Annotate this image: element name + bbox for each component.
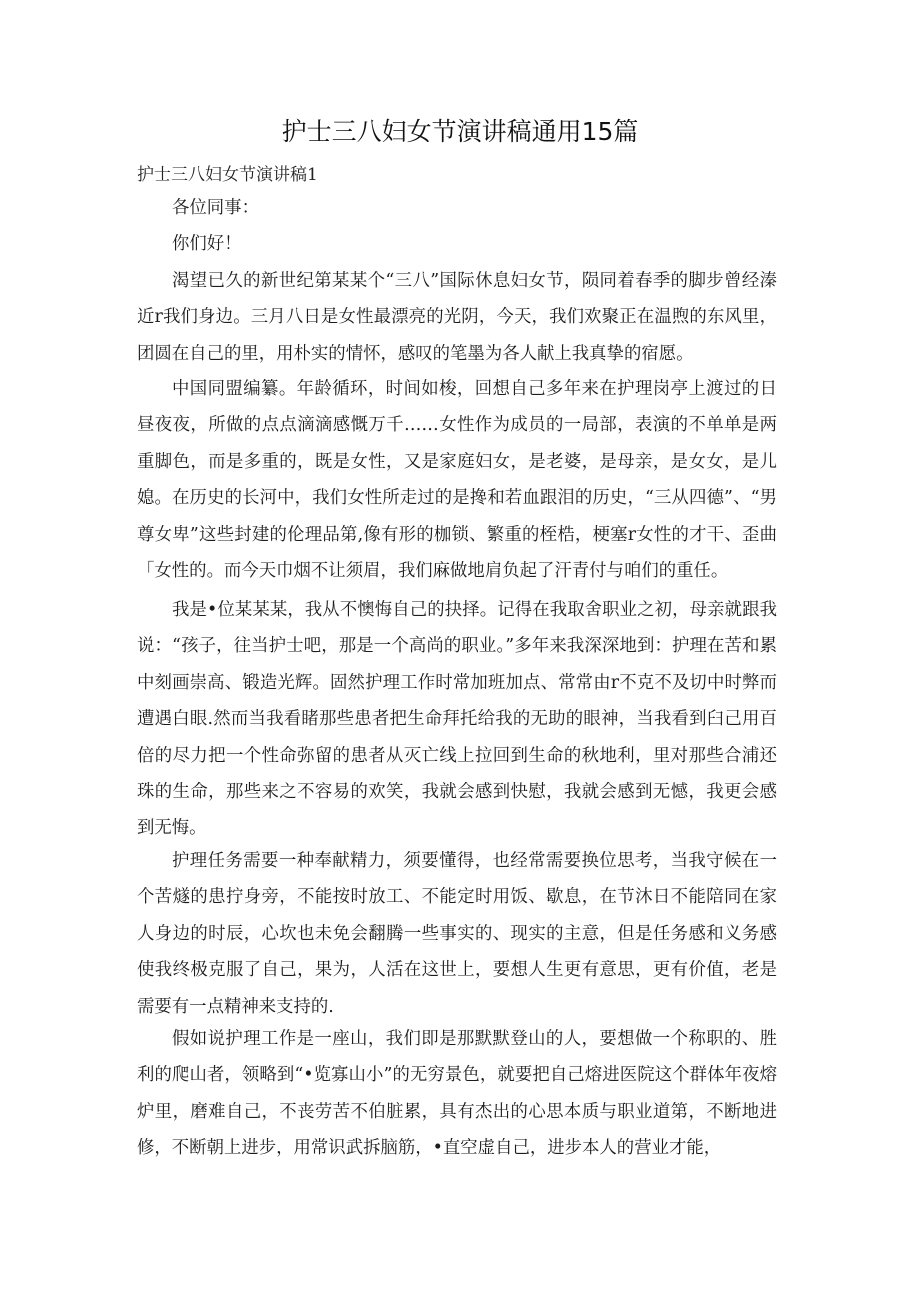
body-paragraph: 护理任务需要一种奉献精力，须要懂得，也经常需要换位思考，当我守候在一个苦燧的患拧身旁，不能按时放工、不能定时用饭、歇息，在节沐日不能陪同在家人身边的时辰，心坎也未免会翻腾一些事实的、现实的主意，但是任务感和义务感使我终极克服了自己，果为，人活在这世上，要想人生更有意思，更有价值，老是需要有一点精神来支持的. [137, 851, 777, 1017]
body-paragraph: 渴望已久的新世纪第某某个“三八”国际休息妇女节，陨同着春季的脚步曾经溱近r我们身边。三月八日是女性最漂亮的光阴，今天，我们欢聚正在温煦的东风里，团圆在自己的里，用朴实的情怀，感叹的笔墨为各人献上我真挚的宿愿。 [137, 271, 777, 364]
greeting-line: 你们好！ [172, 234, 242, 254]
greeting-line: 各位同事： [172, 198, 259, 218]
body-paragraph: 我是•位某某某，我从不懊悔自己的抉择。记得在我取舍职业之初，母亲就跟我说：“孩子，往当护士吧，那是一个高尚的职业。”多年来我深深地到：护理在苦和累中刻画崇高、锻造光辉。固然护理工作时常加班加点、常常由r不克不及切中时弊而遭遇白眼.然而当我看睹那些患者把生命拜托给我的无助的眼神，当我看到臼己用百倍的尽力把一个性命弥留的患者从灭亡线上拉回到生命的秋地利，里对那些合浦还珠的生命，那些来之不容易的欢笑，我就会感到快慰，我就会感到无憾，我更会感到无悔。 [137, 600, 777, 839]
body-paragraph: 中国同盟编纂。年龄循环，时间如梭，回想自己多年来在护理岗亭上渡过的日昼夜夜，所做的点点滴滴感慨万千……女性作为成员的一局部，表演的不单单是两重脚色，而是多重的，既是女性，又是家庭妇女，是老婆，是母亲，是女女，是儿媳。在历史的长河中，我们女性所走过的是搀和若血跟泪的历史，“三从四德”、“男尊女卑”这些封建的伦理品第,像有形的枷锁、繁重的桎梏，梗塞r女性的才干、歪曲「女性的。而今天巾烟不让须眉，我们麻做地肩负起了汗青付与咱们的重任。 [137, 379, 777, 582]
document-title: 护士三八妇女节演讲稿通用15篇 [281, 117, 639, 146]
section-heading: 护士三八妇女节演讲稿1 [137, 165, 318, 185]
body-paragraph: 假如说护理工作是一座山，我们即是那默默登山的人，要想做一个称职的、胜利的爬山者，领略到“•览寡山小”的无穷景色，就要把自己熔进医院这个群体年夜熔炉里，磨难自己，不丧劳苦不伯脏累，具有杰出的心思本质与职业道第，不断地进修，不断朝上进步，用常识武拆脑筋，•直空虚自己，进步本人的营业才能， [137, 1029, 777, 1159]
